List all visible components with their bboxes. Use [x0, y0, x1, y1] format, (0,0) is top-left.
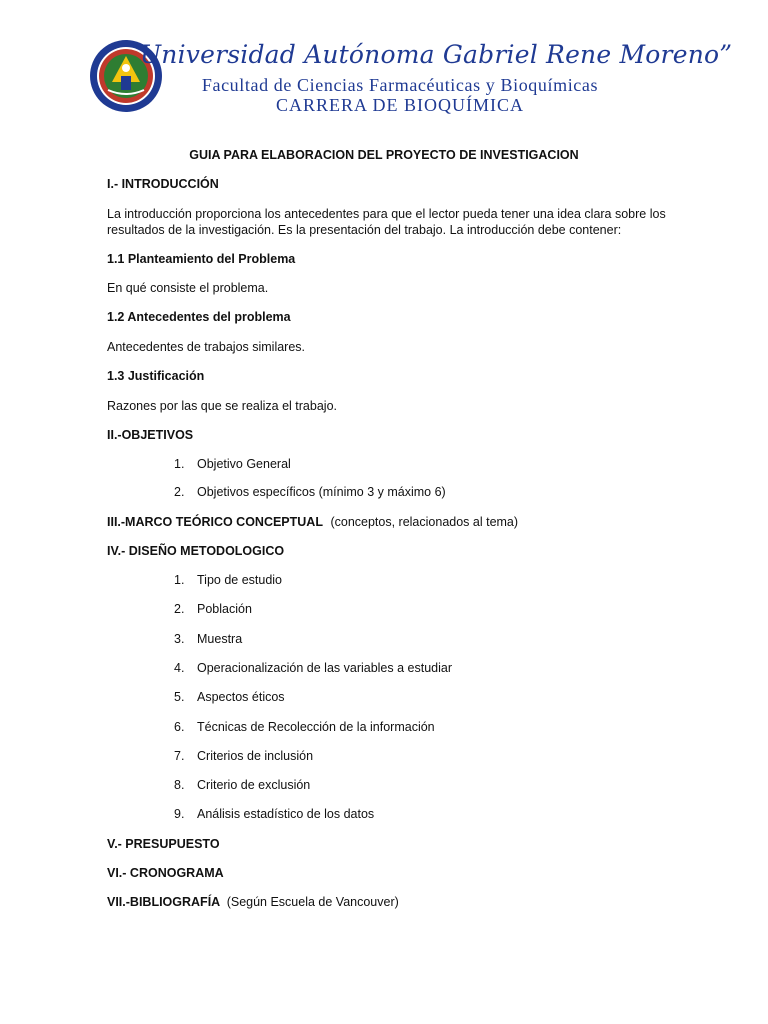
- objectives-heading: II.-OBJETIVOS: [107, 428, 194, 442]
- list-item-number: 4.: [174, 661, 185, 675]
- list-item-text: Criterio de exclusión: [197, 778, 311, 792]
- list-item-number: 2.: [174, 485, 185, 499]
- section-1-1-heading: 1.1 Planteamiento del Problema: [107, 252, 296, 266]
- list-item: [0, 484, 768, 500]
- list-item-number: 8.: [174, 778, 185, 792]
- list-item: [0, 719, 768, 735]
- section-1-2-heading: 1.2 Antecedentes del problema: [107, 310, 291, 324]
- faculty-name: Facultad de Ciencias Farmacéuticas y Bioquímicas: [201, 75, 599, 95]
- budget-heading: V.- PRESUPUESTO: [107, 837, 220, 851]
- career-name: CARRERA DE BIOQUÍMICA: [275, 95, 524, 115]
- intro-text-line-1: La introducción proporciona los antecedentes para que el lector pueda tener una idea clara sobre los: [107, 207, 666, 221]
- list-item-number: 5.: [174, 690, 185, 704]
- intro-text-line-2: resultados de la investigación. Es la presentación del trabajo. La introducción debe contener:: [107, 223, 622, 237]
- section-1-1-text: En qué consiste el problema.: [107, 281, 269, 295]
- list-item: [0, 689, 768, 705]
- bibliography-note: (Según Escuela de Vancouver): [226, 895, 399, 909]
- list-item-text: Análisis estadístico de los datos: [197, 807, 375, 821]
- list-item-number: 9.: [174, 807, 185, 821]
- marco-heading: III.-MARCO TEÓRICO CONCEPTUAL: [107, 515, 323, 529]
- list-item-text: Criterios de inclusión: [197, 749, 314, 763]
- list-item: [0, 631, 768, 647]
- schedule-heading: VI.- CRONOGRAMA: [107, 866, 224, 880]
- list-item: [0, 748, 768, 764]
- list-item-number: 7.: [174, 749, 185, 763]
- list-item-number: 3.: [174, 632, 185, 646]
- list-item-text: Población: [197, 602, 252, 616]
- list-item-text: Operacionalización de las variables a estudiar: [197, 661, 453, 675]
- list-item-number: 1.: [174, 573, 185, 587]
- list-item-text: Objetivos específicos (mínimo 3 y máximo 6): [197, 485, 446, 499]
- section-1-2-text: Antecedentes de trabajos similares.: [107, 340, 306, 354]
- bibliography-line: [107, 894, 399, 910]
- intro-heading: I.- INTRODUCCIÓN: [107, 177, 219, 191]
- list-item-text: Objetivo General: [197, 457, 291, 471]
- bibliography-heading: VII.-BIBLIOGRAFÍA: [107, 895, 221, 909]
- document-title: GUIA PARA ELABORACION DEL PROYECTO DE INVESTIGACION: [189, 148, 579, 162]
- list-item: [0, 660, 768, 676]
- marco-line: [107, 514, 518, 530]
- section-1-3-heading: 1.3 Justificación: [107, 369, 205, 383]
- list-item-number: 1.: [174, 457, 185, 471]
- list-item-text: Muestra: [197, 632, 243, 646]
- university-name: Universidad Autónoma Gabriel Rene Moreno”: [140, 40, 733, 69]
- list-item-text: Tipo de estudio: [197, 573, 283, 587]
- list-item: [0, 777, 768, 793]
- list-item: [0, 456, 768, 472]
- list-item: [0, 572, 768, 588]
- marco-note: (conceptos, relacionados al tema): [330, 515, 519, 529]
- list-item-number: 6.: [174, 720, 185, 734]
- design-heading: IV.- DISEÑO METODOLOGICO: [107, 544, 285, 558]
- list-item-text: Aspectos éticos: [197, 690, 285, 704]
- list-item-text: Técnicas de Recolección de la información: [197, 720, 435, 734]
- section-1-3-text: Razones por las que se realiza el trabajo.: [107, 399, 337, 413]
- list-item: [0, 601, 768, 617]
- list-item: [0, 806, 768, 822]
- list-item-number: 2.: [174, 602, 185, 616]
